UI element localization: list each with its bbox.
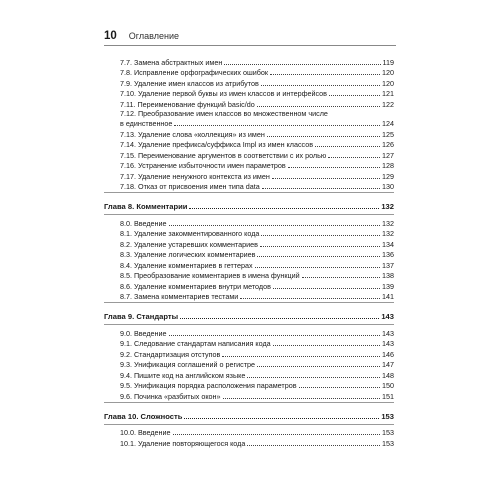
toc-chapter-entry[interactable] (104, 309, 394, 321)
toc-entry[interactable] (104, 77, 394, 88)
running-head: Оглавление (128, 31, 179, 41)
toc-entry-title: 8.7. Замена комментариев тестами (120, 292, 239, 301)
dot-leader (257, 366, 380, 367)
toc-entry[interactable] (104, 109, 394, 129)
dot-leader (257, 106, 380, 107)
toc-entry-title: 8.0. Введение (120, 218, 167, 228)
chapter-underline (104, 214, 394, 215)
dot-leader (189, 208, 379, 209)
toc-entry[interactable] (104, 170, 394, 181)
toc-entry-title: 7.10. Удаление первой буквы из имен классов и интерфейсов (120, 89, 328, 98)
toc-entry-title: 7.18. Отказ от присвоения имен типа data (120, 182, 260, 191)
toc-entry[interactable] (104, 228, 394, 239)
toc-page-number: 127 (382, 150, 394, 160)
table-of-contents (104, 56, 394, 448)
toc-entry-title: 9.4. Пишите код на английском языке (120, 370, 246, 380)
dot-leader (169, 335, 380, 336)
toc-page-number: 139 (382, 281, 394, 291)
toc-entry[interactable] (104, 259, 394, 270)
toc-entry[interactable] (104, 369, 394, 380)
dot-leader (262, 188, 380, 189)
toc-page-number: 128 (382, 161, 394, 170)
toc-entry[interactable] (104, 149, 394, 160)
chapter-separator (104, 192, 394, 193)
toc-page-number: 146 (382, 349, 394, 359)
toc-entry[interactable] (104, 56, 394, 67)
toc-entry-title: 9.2. Стандартизация отступов (120, 349, 221, 359)
chapter-separator (104, 402, 394, 403)
dot-leader (329, 95, 380, 96)
toc-entry[interactable] (104, 249, 394, 260)
toc-page-number: 143 (382, 328, 394, 338)
dot-leader (315, 146, 380, 147)
toc-entry-title: 9.0. Введение (120, 328, 167, 338)
dot-leader (247, 445, 380, 446)
toc-page-number: 126 (382, 140, 394, 149)
dot-leader (223, 398, 380, 399)
toc-entry-title-line1: 7.12. Преобразование имен классов во множественном числе (120, 108, 328, 118)
toc-entry-title: 7.11. Переименование функций basic/do (120, 99, 255, 109)
toc-page-number: 122 (382, 99, 394, 109)
toc-entry-title: 8.1. Удаление закомментированного кода (120, 229, 260, 238)
dot-leader (270, 74, 380, 75)
dot-leader (184, 418, 379, 419)
toc-page-number: 124 (382, 119, 394, 128)
dot-leader (260, 246, 380, 247)
dot-leader (299, 387, 380, 388)
toc-entry-title: 7.8. Исправление орфографических ошибок (120, 68, 269, 77)
toc-entry-title: 7.16. Устранение избыточности имен параметров (120, 161, 286, 170)
dot-leader (255, 267, 380, 268)
toc-entry-title: 9.6. Починка «разбитых окон» (120, 391, 221, 401)
toc-entry-title: 8.2. Удаление устаревших комментариев (120, 239, 258, 249)
chapter-underline (104, 324, 394, 325)
toc-page-number: 120 (382, 78, 394, 88)
toc-page-number: 143 (381, 312, 394, 321)
toc-chapter-entry[interactable] (104, 409, 394, 421)
toc-page-number: 141 (382, 292, 394, 301)
toc-page-number: 132 (381, 202, 394, 211)
dot-leader (174, 125, 380, 126)
toc-page-number: 119 (382, 57, 394, 67)
header-rule (104, 45, 396, 46)
toc-entry-title: 8.4. Удаление комментариев в геттерах (120, 260, 253, 270)
chapter-underline (104, 424, 394, 425)
toc-page-number: 148 (382, 370, 394, 380)
toc-page-number: 129 (382, 171, 394, 181)
chapter-separator (104, 302, 394, 303)
toc-entry[interactable] (104, 280, 394, 291)
toc-entry-title: 7.9. Удаление имен классов из атрибутов (120, 78, 259, 88)
toc-entry-title: 8.6. Удаление комментариев внутри методов (120, 281, 271, 291)
toc-entry[interactable] (104, 67, 394, 78)
toc-chapter-title: Глава 10. Сложность (104, 411, 183, 421)
toc-page-number: 150 (382, 381, 394, 390)
page-header (104, 28, 396, 44)
toc-entry[interactable] (104, 390, 394, 401)
dot-leader (257, 256, 380, 257)
toc-entry-title: 9.5. Унификация порядка расположения параметров (120, 381, 297, 390)
toc-entry[interactable] (104, 160, 394, 171)
toc-entry-title: 7.13. Удаление слова «коллекция» из имен (120, 129, 265, 139)
toc-entry[interactable] (104, 98, 394, 109)
dot-leader (302, 277, 380, 278)
dot-leader (273, 345, 380, 346)
toc-entry-title: 7.17. Удаление ненужного контекста из имен (120, 171, 270, 181)
toc-page-number: 132 (382, 218, 394, 228)
toc-page-number: 132 (382, 229, 394, 238)
toc-page-number: 153 (382, 438, 394, 448)
toc-entry[interactable] (104, 359, 394, 370)
toc-chapter-title: Глава 9. Стандарты (104, 312, 179, 321)
dot-leader (272, 178, 380, 179)
dot-leader (261, 85, 380, 86)
dot-leader (169, 225, 380, 226)
toc-entry-title-line2: в единственное (120, 119, 173, 128)
toc-page-number: 143 (382, 339, 394, 348)
toc-page-number: 130 (382, 182, 394, 191)
toc-entry-title: 10.0. Введение (120, 428, 171, 437)
dot-leader (222, 356, 380, 357)
toc-entry[interactable] (104, 291, 394, 302)
toc-page-number: 151 (382, 391, 394, 401)
toc-entry-title: 8.5. Преобразование комментариев в имена функций (120, 271, 300, 280)
dot-leader (180, 318, 379, 319)
toc-entry[interactable] (104, 348, 394, 359)
toc-chapter-title: Глава 8. Комментарии (104, 202, 188, 211)
toc-page-number: 134 (382, 239, 394, 249)
toc-entry[interactable] (104, 270, 394, 281)
toc-page-number: 121 (382, 89, 394, 98)
toc-entry[interactable] (104, 380, 394, 391)
dot-leader (173, 434, 380, 435)
toc-page-number: 147 (382, 360, 394, 369)
toc-entry[interactable] (104, 427, 394, 438)
toc-page-number: 136 (382, 250, 394, 259)
toc-entry-title: 9.3. Унификация соглашений о регистре (120, 360, 256, 369)
toc-entry[interactable] (104, 181, 394, 192)
toc-page-number: 153 (382, 428, 394, 437)
toc-entry[interactable] (104, 217, 394, 228)
toc-entry[interactable] (104, 437, 394, 448)
toc-entry[interactable] (104, 139, 394, 150)
toc-entry-title: 7.14. Удаление префикса/суффикса Impl из имен классов (120, 140, 314, 149)
toc-chapter-entry[interactable] (104, 199, 394, 211)
toc-entry-title: 8.3. Удаление логических комментариев (120, 250, 256, 259)
toc-entry-title: 10.1. Удаление повторяющегося кода (120, 438, 246, 448)
toc-page-number: 138 (382, 271, 394, 280)
dot-leader (273, 288, 380, 289)
toc-page-number: 120 (382, 68, 394, 77)
dot-leader (328, 157, 380, 158)
page-number: 10 (104, 30, 117, 42)
dot-leader (261, 235, 380, 236)
toc-entry-title: 9.1. Следование стандартам написания кода (120, 339, 271, 348)
dot-leader (267, 136, 380, 137)
toc-entry[interactable] (104, 327, 394, 338)
toc-entry-title: 7.7. Замена абстрактных имен (120, 57, 223, 67)
toc-page-number: 153 (381, 411, 394, 421)
toc-entry[interactable] (104, 88, 394, 99)
toc-entry[interactable] (104, 338, 394, 349)
dot-leader (224, 64, 380, 65)
toc-page-number: 125 (382, 129, 394, 139)
dot-leader (240, 298, 380, 299)
toc-page-number: 137 (382, 260, 394, 270)
dot-leader (247, 377, 380, 378)
toc-entry-title: 7.15. Переименование аргументов в соответствии с их ролью (120, 150, 327, 160)
dot-leader (288, 167, 380, 168)
toc-entry[interactable] (104, 128, 394, 139)
toc-entry[interactable] (104, 238, 394, 249)
